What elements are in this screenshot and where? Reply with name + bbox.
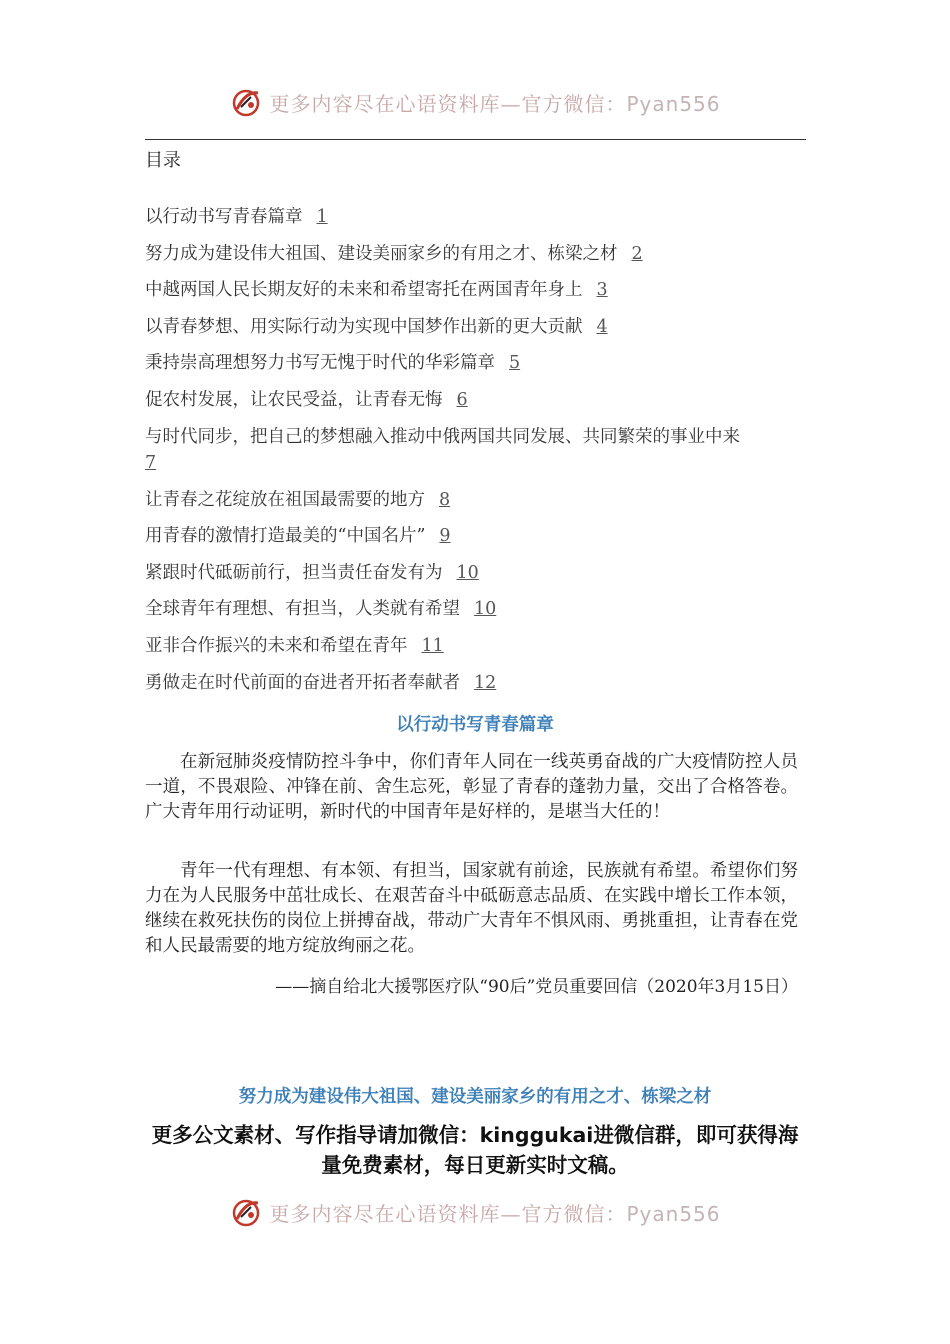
toc-page-link[interactable]: 8 [439,489,451,510]
toc-item[interactable]: 亚非合作振兴的未来和希望在青年 11 [145,635,444,656]
section-heading: 努力成为建设伟大祖国、建设美丽家乡的有用之才、栋梁之材 [238,1087,712,1107]
logo-icon [229,85,263,119]
footer-banner [0,1194,950,1230]
toc-item[interactable]: 以行动书写青春篇章 1 [145,207,328,227]
toc-page-link[interactable]: 3 [596,280,608,301]
banner-wechat-id: Pyan556 [626,91,721,116]
toc-page-link[interactable]: 1 [316,207,328,227]
toc-page-link[interactable]: 11 [421,635,444,656]
promo-text: 更多公文素材、写作指导请加微信：kinggukai进微信群，即可获得海量免费素材，每日更新实时文稿。 [151,1123,799,1177]
logo-icon [229,1195,263,1229]
banner-wechat-id: Pyan556 [626,1201,721,1226]
banner-text: 更多内容尽在心语资料库—官方微信：Pyan556 [269,1201,721,1226]
toc-item[interactable]: 中越两国人民长期友好的未来和希望寄托在两国青年身上 3 [145,280,608,301]
banner-text: 更多内容尽在心语资料库—官方微信：Pyan556 [269,91,721,116]
toc-item[interactable]: 促农村发展，让农民受益，让青春无悔 6 [145,389,468,410]
toc-item[interactable]: 用青春的激情打造最美的“中国名片” 9 [145,526,451,547]
toc-page-link[interactable]: 5 [509,353,521,374]
section-paragraph: 在新冠肺炎疫情防控斗争中，你们青年人同在一线英勇奋战的广大疫情防控人员一道，不畏艰险、冲锋在前、舍生忘死，彰显了青春的蓬勃力量，交出了合格答卷。广大青年用行动证明，新时代的中国青年是好样的，是堪当大任的！ [145,752,798,822]
section-heading: 以行动书写青春篇章 [396,715,554,735]
toc-page-link[interactable]: 12 [474,672,497,693]
toc-item[interactable]: 秉持崇高理想努力书写无愧于时代的华彩篇章 5 [145,353,521,374]
toc-item[interactable]: 以青春梦想、用实际行动为实现中国梦作出新的更大贡献 4 [145,316,608,337]
toc-page-link[interactable]: 2 [631,243,643,264]
header-banner [0,84,950,120]
toc-page-link[interactable]: 6 [456,389,468,410]
section-paragraph: 青年一代有理想、有本领、有担当，国家就有前途，民族就有希望。希望你们努力在为人民服务中茁壮成长、在艰苦奋斗中砥砺意志品质、在实践中增长工作本领，继续在救死扶伤的岗位上拼搏奋战，带动广大青年不惧风雨、勇挑重担，让青春在党和人民最需要的地方绽放绚丽之花。 [145,861,798,956]
toc-item[interactable]: 紧跟时代砥砺前行，担当责任奋发有为 10 [145,562,479,583]
quote-citation: ——摘自给北大援鄂医疗队“90后”党员重要回信（2020年3月15日） [275,977,798,997]
toc-item[interactable]: 让青春之花绽放在祖国最需要的地方 8 [145,489,451,510]
toc-page-link[interactable]: 4 [596,316,608,337]
toc-item[interactable]: 全球青年有理想、有担当，人类就有希望 10 [145,599,497,620]
toc-item[interactable]: 努力成为建设伟大祖国、建设美丽家乡的有用之才、栋梁之材 2 [145,243,643,264]
toc-page-link[interactable]: 10 [474,599,497,620]
toc-title: 目录 [145,150,181,171]
table-of-contents [145,204,805,706]
toc-page-link[interactable]: 7 [145,452,157,473]
toc-page-link[interactable]: 9 [439,526,451,547]
toc-item[interactable]: 勇做走在时代前面的奋进者开拓者奉献者 12 [145,672,497,693]
toc-page-link[interactable]: 10 [456,562,479,583]
toc-item[interactable]: 与时代同步，把自己的梦想融入推动中俄两国共同发展、共同繁荣的事业中来 7 [145,424,805,476]
header-rule [145,139,806,140]
